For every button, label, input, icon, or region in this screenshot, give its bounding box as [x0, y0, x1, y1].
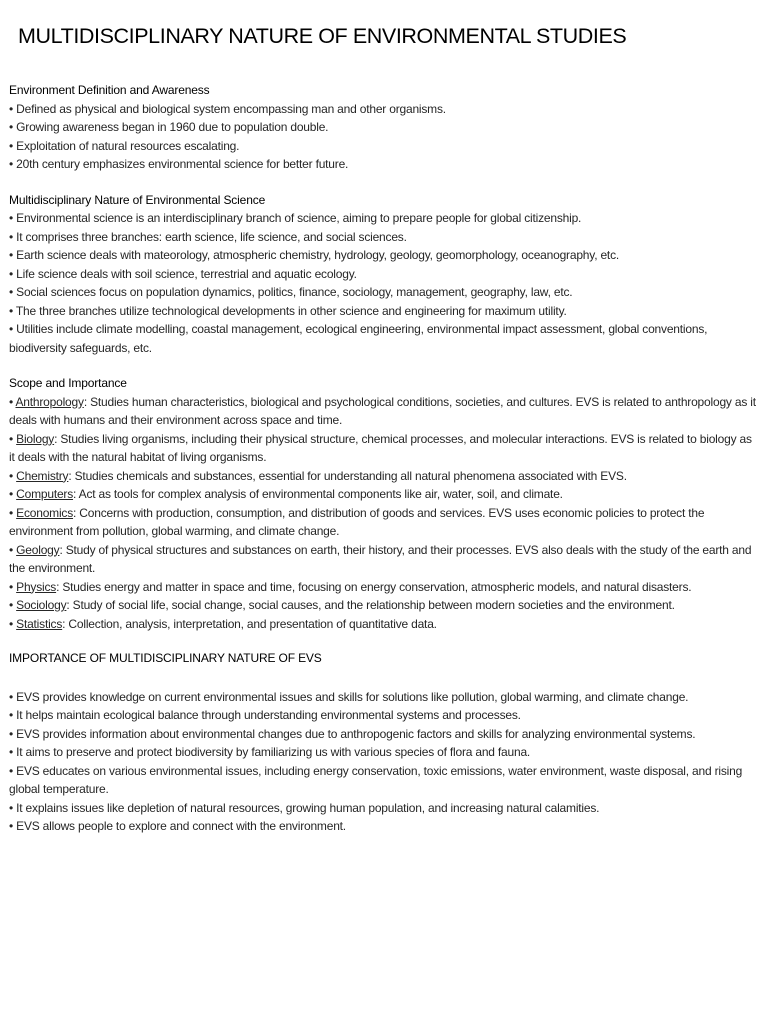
item-text: Growing awareness began in 1960 due to population double. [16, 120, 329, 134]
bullet: • [9, 303, 16, 318]
spacer [9, 357, 757, 374]
item-text: : Studies living organisms, including their physical structure, chemical processes, and molecular interactions. EVS is related to biology as it deals with the natural habitat of living organisms. [9, 431, 752, 464]
item-text: Utilities include climate modelling, coastal management, ecological engineering, environmental impact assessment, global conventions, biodiversity safeguards, etc. [9, 322, 708, 355]
list-item [9, 725, 757, 744]
list-item [9, 155, 757, 174]
item-text: : Studies energy and matter in space and time, focusing on energy conservation, atmospheric models, and natural disasters. [56, 579, 692, 594]
list-item [9, 799, 757, 818]
term-statistics: Statistics [16, 616, 63, 631]
item-text: It helps maintain ecological balance through understanding environmental systems and processes. [16, 708, 521, 722]
list-item [9, 283, 757, 302]
item-text: The three branches utilize technological developments in other science and engineering for maximum utility. [15, 303, 567, 318]
item-text: EVS provides knowledge on current environmental issues and skills for solutions like pollution, global warming, and climate change. [16, 689, 689, 704]
item-text: Defined as physical and biological system encompassing man and other organisms. [16, 101, 446, 116]
document-body [9, 81, 757, 836]
term-anthropology: Anthropology [15, 394, 84, 409]
list-item [9, 688, 757, 707]
list-item [9, 118, 757, 137]
section-heading: IMPORTANCE OF MULTIDISCIPLINARY NATURE OF EVS [9, 651, 322, 665]
bullet: • [9, 505, 17, 520]
list-item [9, 246, 757, 265]
item-text: Social sciences focus on population dynamics, politics, finance, sociology, management, geography, law, etc. [16, 285, 573, 299]
bullet: • [9, 394, 16, 409]
list-item [9, 615, 757, 634]
list-item [9, 430, 757, 467]
list-item [9, 578, 757, 597]
item-text: It comprises three branches: earth science, life science, and social sciences. [16, 229, 407, 244]
section-heading: Multidisciplinary Nature of Environmental Science [9, 192, 266, 207]
bullet: • [9, 431, 17, 446]
bullet: • [9, 211, 17, 225]
item-text: EVS provides information about environmental changes due to anthropogenic factors and skills for analyzing environmental systems. [16, 726, 696, 741]
list-item [9, 541, 757, 578]
list-item [9, 100, 757, 119]
term-economics: Economics [16, 505, 74, 520]
item-text: EVS educates on various environmental issues, including energy conservation, toxic emissions, water environment, waste disposal, and rising global temperature. [9, 763, 743, 796]
list-item [9, 137, 757, 156]
term-geology: Geology [16, 542, 60, 557]
item-text: Life science deals with soil science, terrestrial and aquatic ecology. [16, 266, 357, 281]
term-computers: Computers [16, 487, 74, 501]
list-item [9, 504, 757, 541]
item-text: : Study of physical structures and substances on earth, their history, and their processes. EVS also deals with the study of the earth and the environment. [9, 542, 752, 575]
section-importance [9, 649, 757, 836]
list-item [9, 817, 757, 836]
bullet: • [9, 468, 17, 483]
bullet: • [9, 542, 17, 557]
section-definition [9, 81, 757, 174]
item-text: 20th century emphasizes environmental science for better future. [16, 157, 349, 171]
list-item [9, 209, 757, 228]
list-item [9, 706, 757, 725]
bullet: • [9, 487, 17, 501]
spacer [9, 668, 757, 688]
bullet: • [9, 138, 17, 153]
bullet: • [9, 616, 17, 631]
list-item [9, 393, 757, 430]
bullet: • [9, 285, 17, 299]
item-text: Environmental science is an interdisciplinary branch of science, aiming to prepare people for global citizenship. [16, 211, 582, 225]
term-sociology: Sociology [16, 598, 67, 612]
bullet: • [9, 248, 17, 262]
bullet: • [9, 689, 17, 704]
section-heading: Scope and Importance [9, 376, 127, 390]
item-text: It explains issues like depletion of natural resources, growing human population, and increasing natural calamities. [16, 800, 600, 815]
item-text: It aims to preserve and protect biodiversity by familiarizing us with various species of flora and fauna. [16, 745, 531, 759]
term-chemistry: Chemistry [16, 468, 69, 483]
bullet: • [9, 120, 17, 134]
item-text: : Studies human characteristics, biological and psychological conditions, societies, and cultures. EVS is related to anthropology as it deals with humans and their environment across space and time. [9, 394, 756, 427]
item-text: Exploitation of natural resources escalating. [16, 138, 240, 153]
list-item [9, 596, 757, 615]
bullet: • [9, 745, 17, 759]
bullet: • [9, 322, 17, 336]
page-title: MULTIDISCIPLINARY NATURE OF ENVIRONMENTAL STUDIES [18, 24, 627, 48]
list-item [9, 302, 757, 321]
bullet: • [9, 266, 17, 281]
bullet: • [9, 101, 17, 116]
bullet: • [9, 800, 17, 815]
item-text: : Study of social life, social change, social causes, and the relationship between modern societies and the environment. [66, 598, 675, 612]
spacer [9, 174, 757, 191]
section-scope [9, 374, 757, 633]
section-multidisciplinary [9, 191, 757, 358]
item-text: : Studies chemicals and substances, essential for understanding all natural phenomena associated with EVS. [68, 468, 627, 483]
bullet: • [9, 726, 17, 741]
list-item [9, 743, 757, 762]
bullet: • [9, 763, 17, 778]
list-item [9, 265, 757, 284]
item-text: EVS allows people to explore and connect with the environment. [16, 819, 346, 833]
bullet: • [9, 819, 17, 833]
section-heading: Environment Definition and Awareness [9, 83, 210, 97]
list-item [9, 467, 757, 486]
bullet: • [9, 157, 17, 171]
bullet: • [9, 708, 17, 722]
item-text: Earth science deals with mateorology, atmospheric chemistry, hydrology, geology, geomorphology, oceanography, etc. [16, 248, 619, 262]
list-item [9, 228, 757, 247]
term-biology: Biology [16, 431, 55, 446]
spacer [9, 633, 757, 649]
bullet: • [9, 229, 17, 244]
term-physics: Physics [16, 579, 57, 594]
list-item [9, 320, 757, 357]
item-text: : Concerns with production, consumption, and distribution of goods and services. EVS uses economic policies to protect the environment from pollution, global warming, and climate change. [9, 505, 705, 538]
list-item [9, 762, 757, 799]
item-text: : Act as tools for complex analysis of environmental components like air, water, soil, and climate. [73, 487, 563, 501]
bullet: • [9, 579, 17, 594]
bullet: • [9, 598, 17, 612]
item-text: : Collection, analysis, interpretation, and presentation of quantitative data. [62, 616, 437, 631]
list-item [9, 485, 757, 504]
